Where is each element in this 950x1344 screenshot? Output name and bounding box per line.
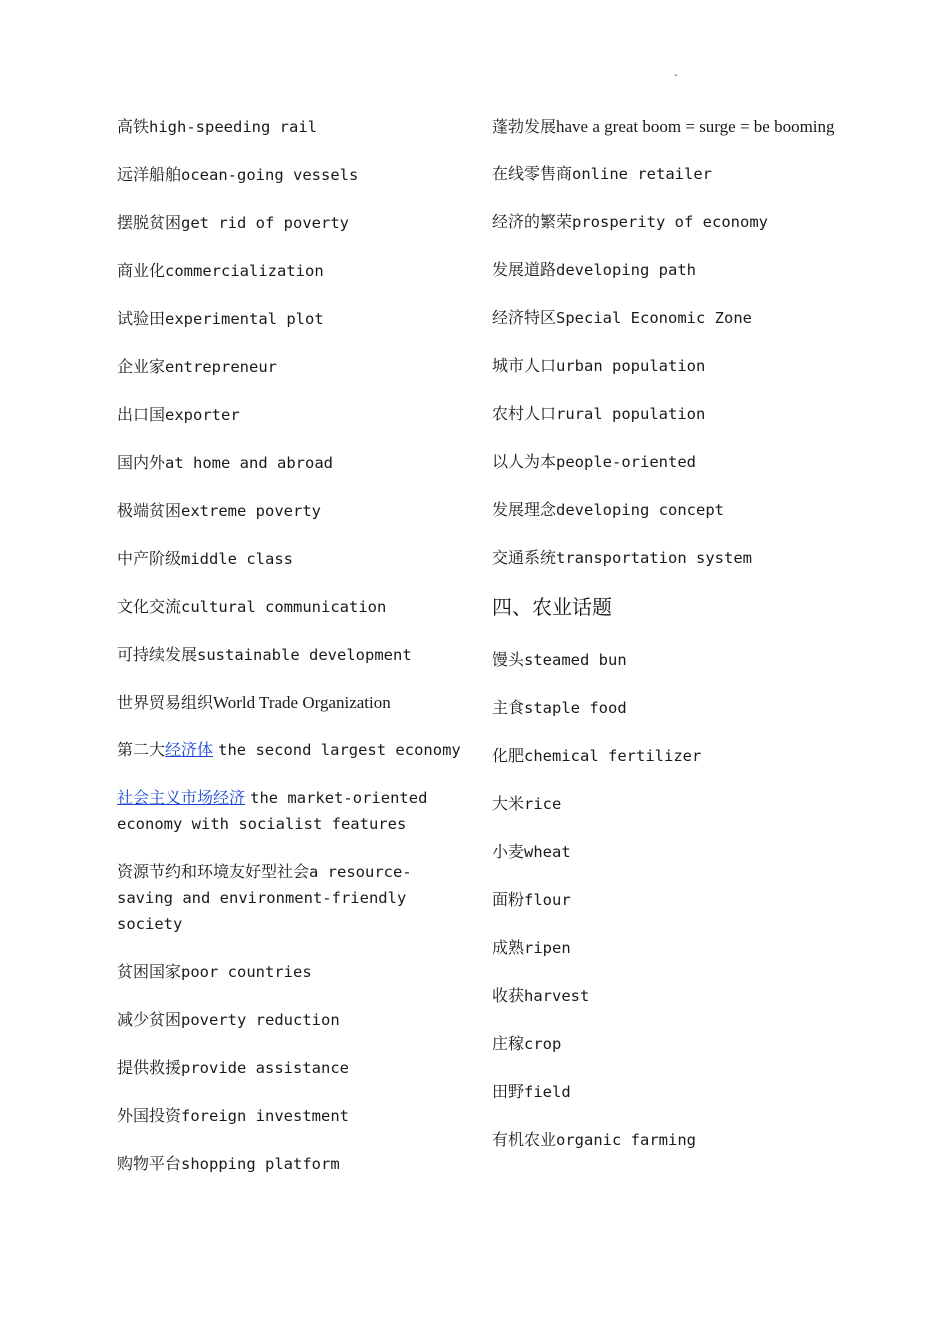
vocab-entry: 第二大经济体 the second largest economy — [117, 740, 461, 759]
vocab-entry: 摆脱贫困get rid of poverty — [117, 213, 349, 232]
vocab-entry: 馒头steamed bun — [492, 650, 627, 669]
vocab-entry: 社会主义市场经济 the market-oriented economy with socialist features — [117, 788, 428, 833]
vocab-entry: 极端贫困extreme poverty — [117, 501, 321, 520]
vocab-entry: 出口国exporter — [117, 405, 240, 424]
vocab-entry: 贫困国家poor countries — [117, 962, 312, 981]
vocab-entry: 收获harvest — [492, 986, 590, 1005]
vocab-entry: 企业家entrepreneur — [117, 357, 277, 376]
page-mark: - — [674, 70, 678, 81]
vocab-entry: 试验田experimental plot — [117, 309, 324, 328]
vocab-entry: 资源节约和环境友好型社会a resource-saving and environment-friendly society — [117, 862, 412, 933]
vocab-entry: 经济的繁荣prosperity of economy — [492, 212, 768, 231]
vocab-entry: 远洋船舶ocean-going vessels — [117, 165, 359, 184]
vocab-entry: 化肥chemical fertilizer — [492, 746, 702, 765]
vocab-entry: 外国投资foreign investment — [117, 1106, 349, 1125]
vocab-entry: 文化交流cultural communication — [117, 597, 387, 616]
vocab-entry: 交通系统transportation system — [492, 548, 752, 567]
vocab-entry: 面粉flour — [492, 890, 571, 909]
vocab-entry: 蓬勃发展have a great boom = surge = be booming — [492, 117, 835, 136]
section-heading: 四、农业话题 — [492, 595, 612, 619]
vocab-entry: 国内外at home and abroad — [117, 453, 333, 472]
vocab-entry: 商业化commercialization — [117, 261, 324, 280]
left-column — [117, 114, 462, 1199]
vocab-entry: 经济特区Special Economic Zone — [492, 308, 752, 327]
vocab-entry: 以人为本people-oriented — [492, 452, 696, 471]
vocab-entry: 发展道路developing path — [492, 260, 696, 279]
vocab-entry: 田野field — [492, 1082, 571, 1101]
vocab-entry: 购物平台shopping platform — [117, 1154, 340, 1173]
vocab-entry: 中产阶级middle class — [117, 549, 293, 568]
vocab-entry: 成熟ripen — [492, 938, 571, 957]
vocab-entry: 高铁high-speeding rail — [117, 117, 317, 136]
socialist-market-economy-link[interactable]: 社会主义市场经济 — [117, 788, 246, 807]
right-column — [492, 114, 842, 1175]
vocab-entry: 庄稼crop — [492, 1034, 562, 1053]
vocab-entry: 小麦wheat — [492, 842, 571, 861]
vocab-entry: 提供救援provide assistance — [117, 1058, 349, 1077]
vocab-entry: 大米rice — [492, 794, 562, 813]
vocab-entry: 在线零售商online retailer — [492, 164, 712, 183]
vocab-entry: 发展理念developing concept — [492, 500, 724, 519]
vocab-entry: 有机农业organic farming — [492, 1130, 696, 1149]
vocab-entry: 城市人口urban population — [492, 356, 706, 375]
vocab-entry: 可持续发展sustainable development — [117, 645, 412, 664]
economy-link[interactable]: 经济体 — [165, 740, 214, 759]
vocab-entry: 农村人口rural population — [492, 404, 706, 423]
vocab-entry: 主食staple food — [492, 698, 627, 717]
vocab-entry: 世界贸易组织World Trade Organization — [117, 693, 391, 712]
vocab-entry: 减少贫困poverty reduction — [117, 1010, 340, 1029]
